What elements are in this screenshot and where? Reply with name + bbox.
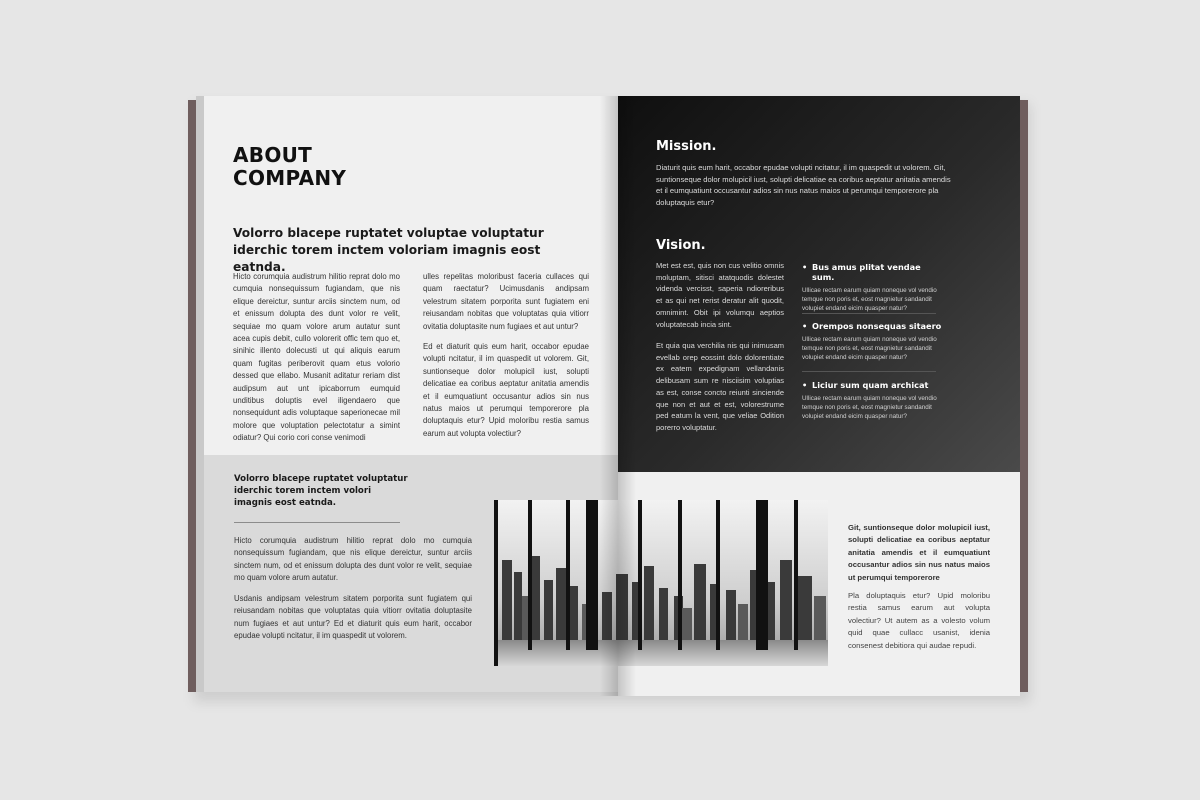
bullet-item-2 bbox=[802, 321, 942, 363]
bullet-divider-2 bbox=[802, 371, 936, 372]
band-paragraph-1: Hicto corumquia audistrum hilitio reprat dolo mo cumquia nonsequissum fugiandam, que nis elique dereictur, suntur arciis sinctem num, od et enissum dolupta des dunt volor re velit, sequiae mo quam volore arum autatur. bbox=[234, 536, 472, 583]
bullet-item-3 bbox=[802, 380, 942, 422]
bullet-item-1-heading: • Bus amus plitat vendae sum. bbox=[802, 262, 942, 282]
city-skyline-photo bbox=[494, 500, 828, 666]
page-title bbox=[233, 144, 346, 190]
vision-paragraph-2: Et quia qua verchilia nis qui inimusam evellab orep eossint dolo dolorentiate ex eatem expedignam vellandanis delibusam sum re nisciisim voluptias as est, conse concto reiunti sinciende que non et aut et est, volorestrume ped eatum la vent, que veliae Odition porerro voluptatur. bbox=[656, 341, 784, 432]
vision-title: Vision. bbox=[656, 238, 706, 253]
book-gutter bbox=[600, 96, 636, 696]
band-divider bbox=[234, 522, 400, 523]
bullet-item-3-text: Ullicae rectam earum quiam noneque vol vendio temque non poris et, eost magnietur sandandit volupiet endand eicim quasper natur? bbox=[802, 395, 937, 420]
page-title-line-1: ABOUT bbox=[233, 143, 313, 167]
lower-paragraph-1: Git, suntionseque dolor molupicil iust, solupti delicatiae ea coribus aeptatur anitatia amendis et il eumquatiunt occusantur adios sin nus natus maios ut perumqui temporerore bbox=[848, 523, 990, 582]
bullet-divider-1 bbox=[802, 313, 936, 314]
bullet-item-2-heading: • Orempos nonsequas sitaero bbox=[802, 321, 942, 331]
body-column-1: Hicto corumquia audistrum hilitio reprat dolo mo cumquia nonsequissum fugiandam, que nis elique dereictur, suntur arciis sinctem num, od et enissum dolupta des dunt volor re velit, sequiae mo quam volore arum autatur sunt acea cupis debit, cullo volorerit offic tem quo et, sinihic illento dolecusti ut qui aliquis earum quam fugitas periberovit quam etus volorio dessed que ellabo. Musanit aditatur reriam dist audipsum aut unt ipicaborrum eumquid unditibus doluptis evel iligendaero que nonsequidunt adis voluptaque saperionecae mil molore que voluptation pelectotatur a simint odiatur? Qui corio cori conse venimodi bbox=[233, 272, 400, 443]
bullet-item-3-heading: • Liciur sum quam archicat bbox=[802, 380, 942, 390]
mission-text: Diaturit quis eum harit, occabor epudae volupti ncitatur, il im quaspedit ut volorem. Git, suntionseque dolor molupicil iust, solupti delicatiae ea coribus aeptatur anitatia amendis et il eumquatiunt occusantur adios sin nus natus maios ut perumqui temporerore pla doluptaquis etur? bbox=[656, 163, 951, 207]
lead-paragraph: Volorro blacepe ruptatet voluptae voluptatur iderchic torem inctem voloriam imagnis eost eatnda. bbox=[233, 226, 544, 274]
left-page-edge-strip bbox=[196, 96, 204, 692]
mission-title: Mission. bbox=[656, 139, 717, 154]
bullet-item-1 bbox=[802, 262, 942, 314]
page-title-line-2: COMPANY bbox=[233, 166, 347, 190]
body-column-2-top: ulles repelitas moloribust faceria cullaces qui quam raectatur? Ucimusdanis andipsam velestrum sitatem porporita sunt fugiatem eni reiusandam nobitas que voluptatas quia vitiorr ovitatia doluptasite num fugiaes et aut untur? bbox=[423, 272, 589, 331]
lower-paragraph-2: Pla doluptaquis etur? Upid moloribu restia samus earum aut volupta volectiur? Ut autem as a volesto volum quid quae cullacc usanist, idenia consenest debitiora qui audae repudi. bbox=[848, 591, 990, 650]
vision-paragraph-1: Met est est, quis non cus velitio omnis moluptam, sitisci atatquodis dolestet videnda vercisst, saperia ndioreribus et as qui net rerist deratur alit quodit, omnimint. Obit ipi volumqu aeptios voluptatecab incia sint. bbox=[656, 261, 784, 329]
band-paragraph-2: Usdanis andipsam velestrum sitatem porporita sunt fugiatem qui reiusandam nobitas que voluptatas quia vitiorr ovitatia doluptasite num fugiaes et aut untur? Ed et diaturit quis eum harit, occabor epudae volupti ncitatur, il im quaspedit ut volorem. bbox=[234, 594, 472, 641]
bullet-item-2-text: Ullicae rectam earum quiam noneque vol vendio temque non poris et, eost magnietur sandandit volupiet endand eicim quasper natur? bbox=[802, 336, 937, 361]
bullet-item-1-text: Ullicae rectam earum quiam noneque vol vendio temque non poris et, eost magnietur sandandit volupiet endand eicim quasper natur? bbox=[802, 287, 937, 312]
body-column-2-bottom: Ed et diaturit quis eum harit, occabor epudae volupti ncitatur, il im quaspedit ut volorem. Git, suntionseque dolor molupicil iust, solupti delicatiae ea coribus aeptatur anitatia amendis et il eumquatiunt occusantur adios sin nus natus maios ut perumqui temporerore pla doluptaquis etur? Upid moloribu restia samus earum aut volupta volectiur? bbox=[423, 342, 589, 438]
band-heading: Volorro blacepe ruptatet voluptatur iderchic torem inctem volori imagnis eost eatnda. bbox=[234, 474, 408, 509]
